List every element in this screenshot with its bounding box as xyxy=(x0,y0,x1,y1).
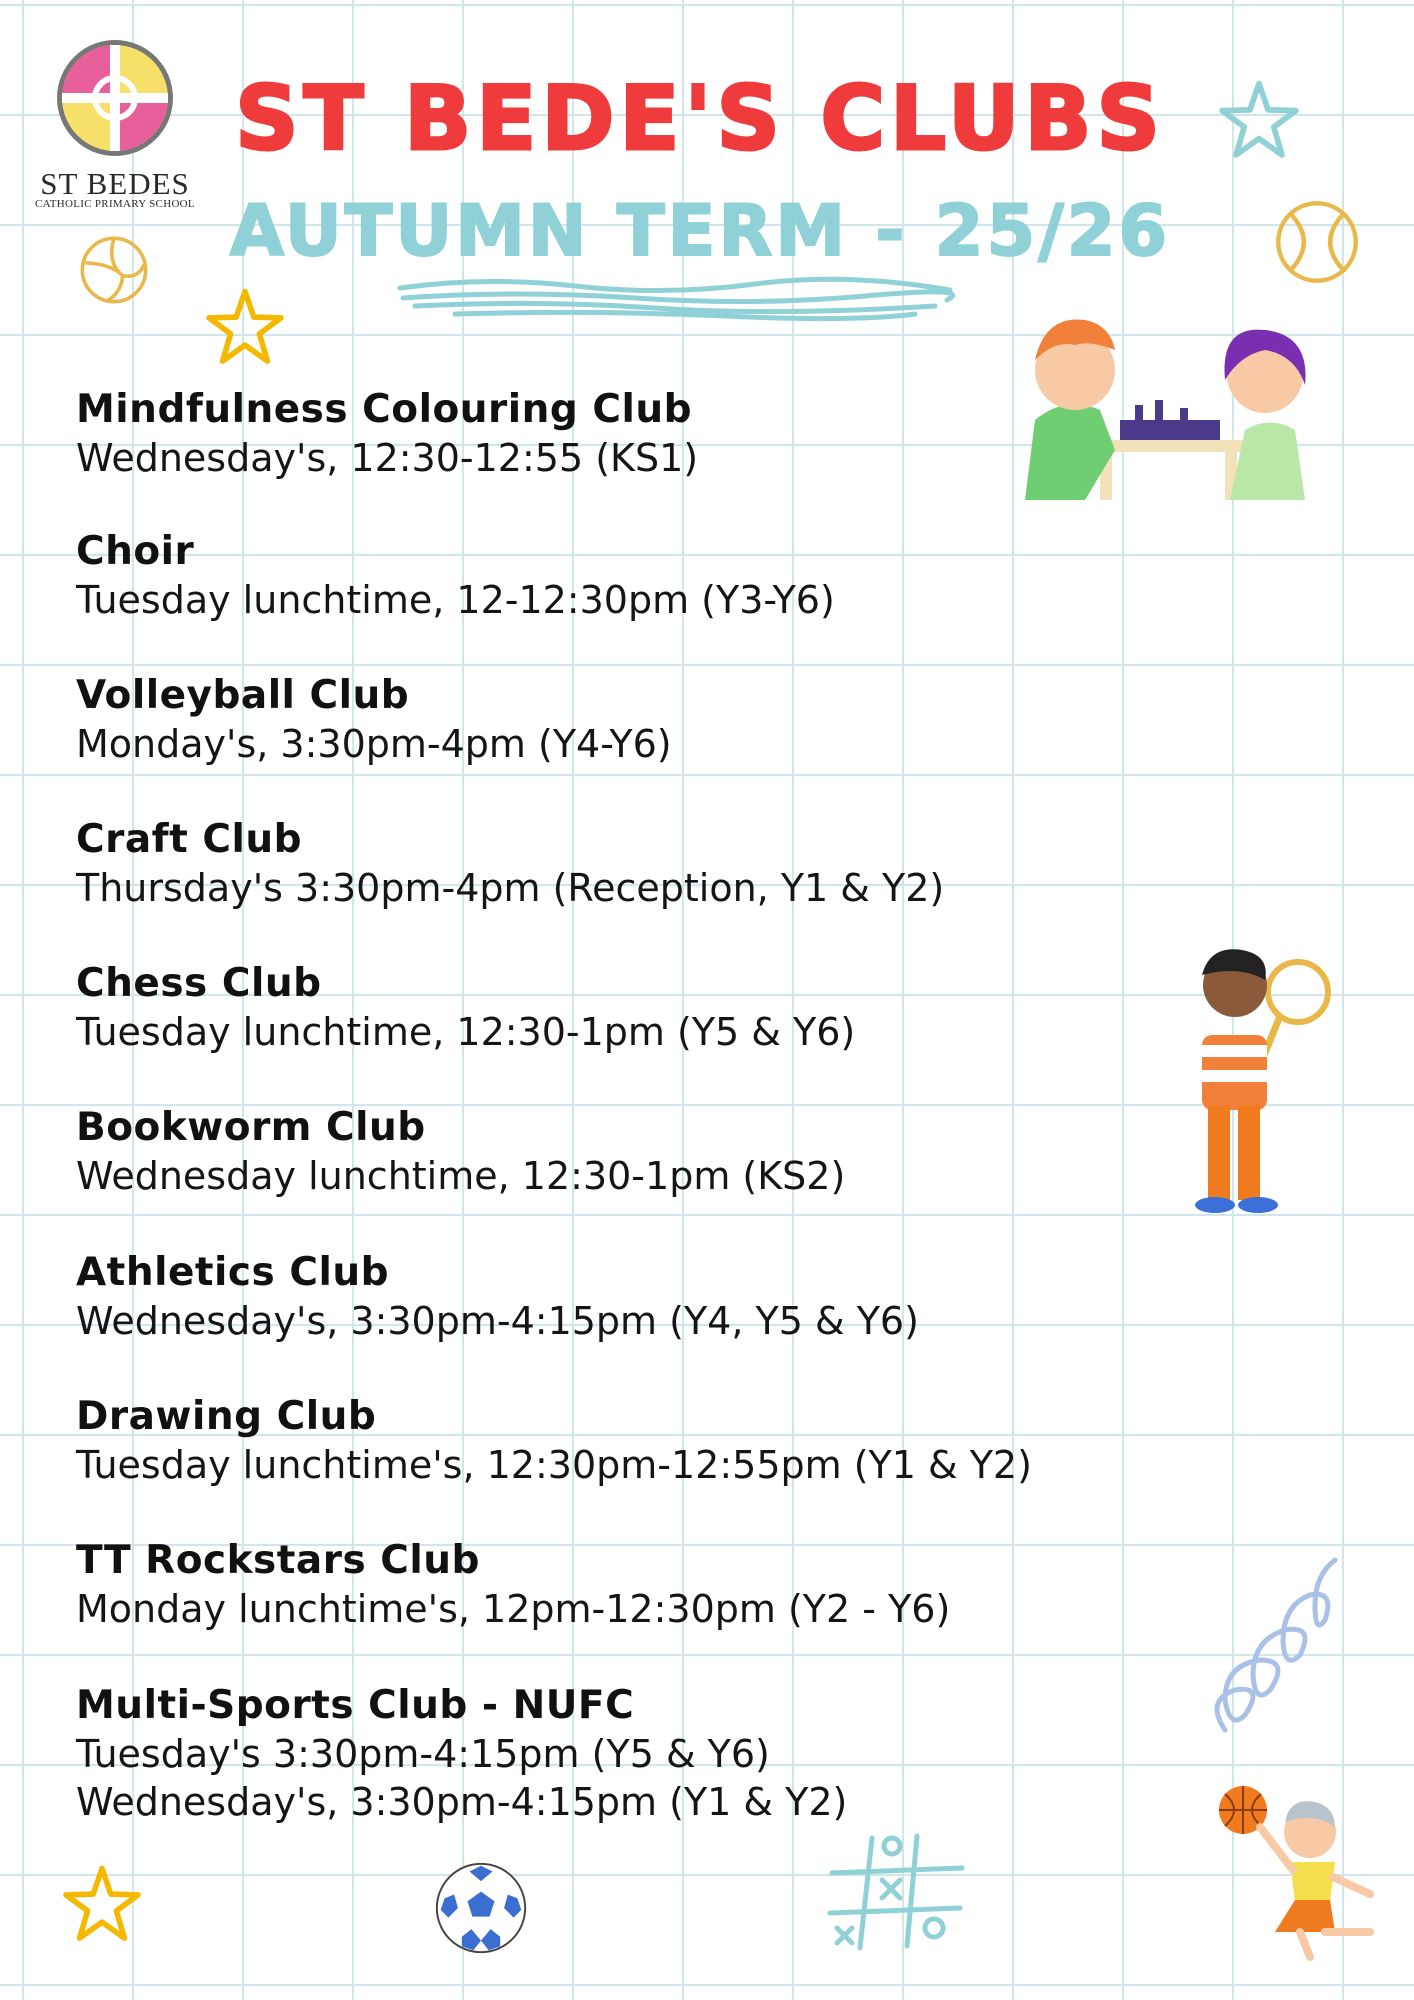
club-time: Wednesday lunchtime, 12:30-1pm (KS2) xyxy=(76,1154,846,1198)
club-entry-tt-rockstars xyxy=(76,1537,950,1633)
spiral-icon xyxy=(1205,1550,1340,1740)
club-time: Wednesday's, 3:30pm-4:15pm (Y4, Y5 & Y6) xyxy=(76,1299,919,1343)
club-name: Multi-Sports Club - NUFC xyxy=(76,1683,635,1728)
logo-name: ST BEDES xyxy=(40,166,190,201)
club-name: Craft Club xyxy=(76,817,303,862)
club-name: Mindfulness Colouring Club xyxy=(76,387,693,432)
club-entry-chess xyxy=(76,960,855,1056)
club-entry-mindfulness xyxy=(76,386,698,482)
club-name: Athletics Club xyxy=(76,1250,390,1295)
club-name: TT Rockstars Club xyxy=(76,1538,480,1583)
scribble-underline xyxy=(395,268,955,328)
club-time: Tuesday lunchtime, 12-12:30pm (Y3-Y6) xyxy=(76,578,835,622)
club-time: Monday's, 3:30pm-4pm (Y4-Y6) xyxy=(76,722,672,766)
club-entry-bookworm xyxy=(76,1104,845,1200)
club-time: Monday lunchtime's, 12pm-12:30pm (Y2 - Y6) xyxy=(76,1587,951,1631)
club-time: Thursday's 3:30pm-4pm (Reception, Y1 & Y2) xyxy=(76,866,945,910)
basketball-girl-icon xyxy=(1215,1782,1385,1964)
club-name: Choir xyxy=(76,529,195,574)
club-entry-drawing xyxy=(76,1393,1032,1489)
club-name: Chess Club xyxy=(76,961,322,1006)
tennis-boy-icon xyxy=(1180,940,1350,1225)
page-title: ST BEDE'S CLUBS xyxy=(235,67,1165,170)
club-entry-choir xyxy=(76,528,835,624)
tic-tac-toe-icon xyxy=(822,1828,970,1956)
star-icon xyxy=(62,1862,142,1947)
tennis-ball-icon xyxy=(1273,198,1361,286)
club-entry-athletics xyxy=(76,1249,919,1345)
club-entry-volleyball xyxy=(76,672,672,768)
club-time: Tuesday lunchtime, 12:30-1pm (Y5 & Y6) xyxy=(76,1010,856,1054)
club-time: Wednesday's, 12:30-12:55 (KS1) xyxy=(76,436,699,480)
chess-kids-icon xyxy=(1015,300,1315,505)
club-time: Tuesday lunchtime's, 12:30pm-12:55pm (Y1 & Y2) xyxy=(76,1443,1032,1487)
club-time: Tuesday's 3:30pm-4:15pm (Y5 & Y6) xyxy=(76,1732,770,1776)
page-subtitle: AUTUMN TERM - 25/26 xyxy=(229,190,1171,272)
club-name: Volleyball Club xyxy=(76,673,410,718)
club-name: Bookworm Club xyxy=(76,1105,426,1150)
star-icon xyxy=(205,285,285,370)
club-time: Wednesday's, 3:30pm-4:15pm (Y1 & Y2) xyxy=(76,1780,848,1824)
club-name: Drawing Club xyxy=(76,1394,377,1439)
star-icon xyxy=(1218,78,1300,163)
club-entry-multi-sports xyxy=(76,1682,847,1826)
football-icon xyxy=(433,1860,529,1956)
volleyball-icon xyxy=(78,234,150,306)
club-entry-craft xyxy=(76,816,944,912)
logo-subtitle: CATHOLIC PRIMARY SCHOOL xyxy=(35,198,195,210)
